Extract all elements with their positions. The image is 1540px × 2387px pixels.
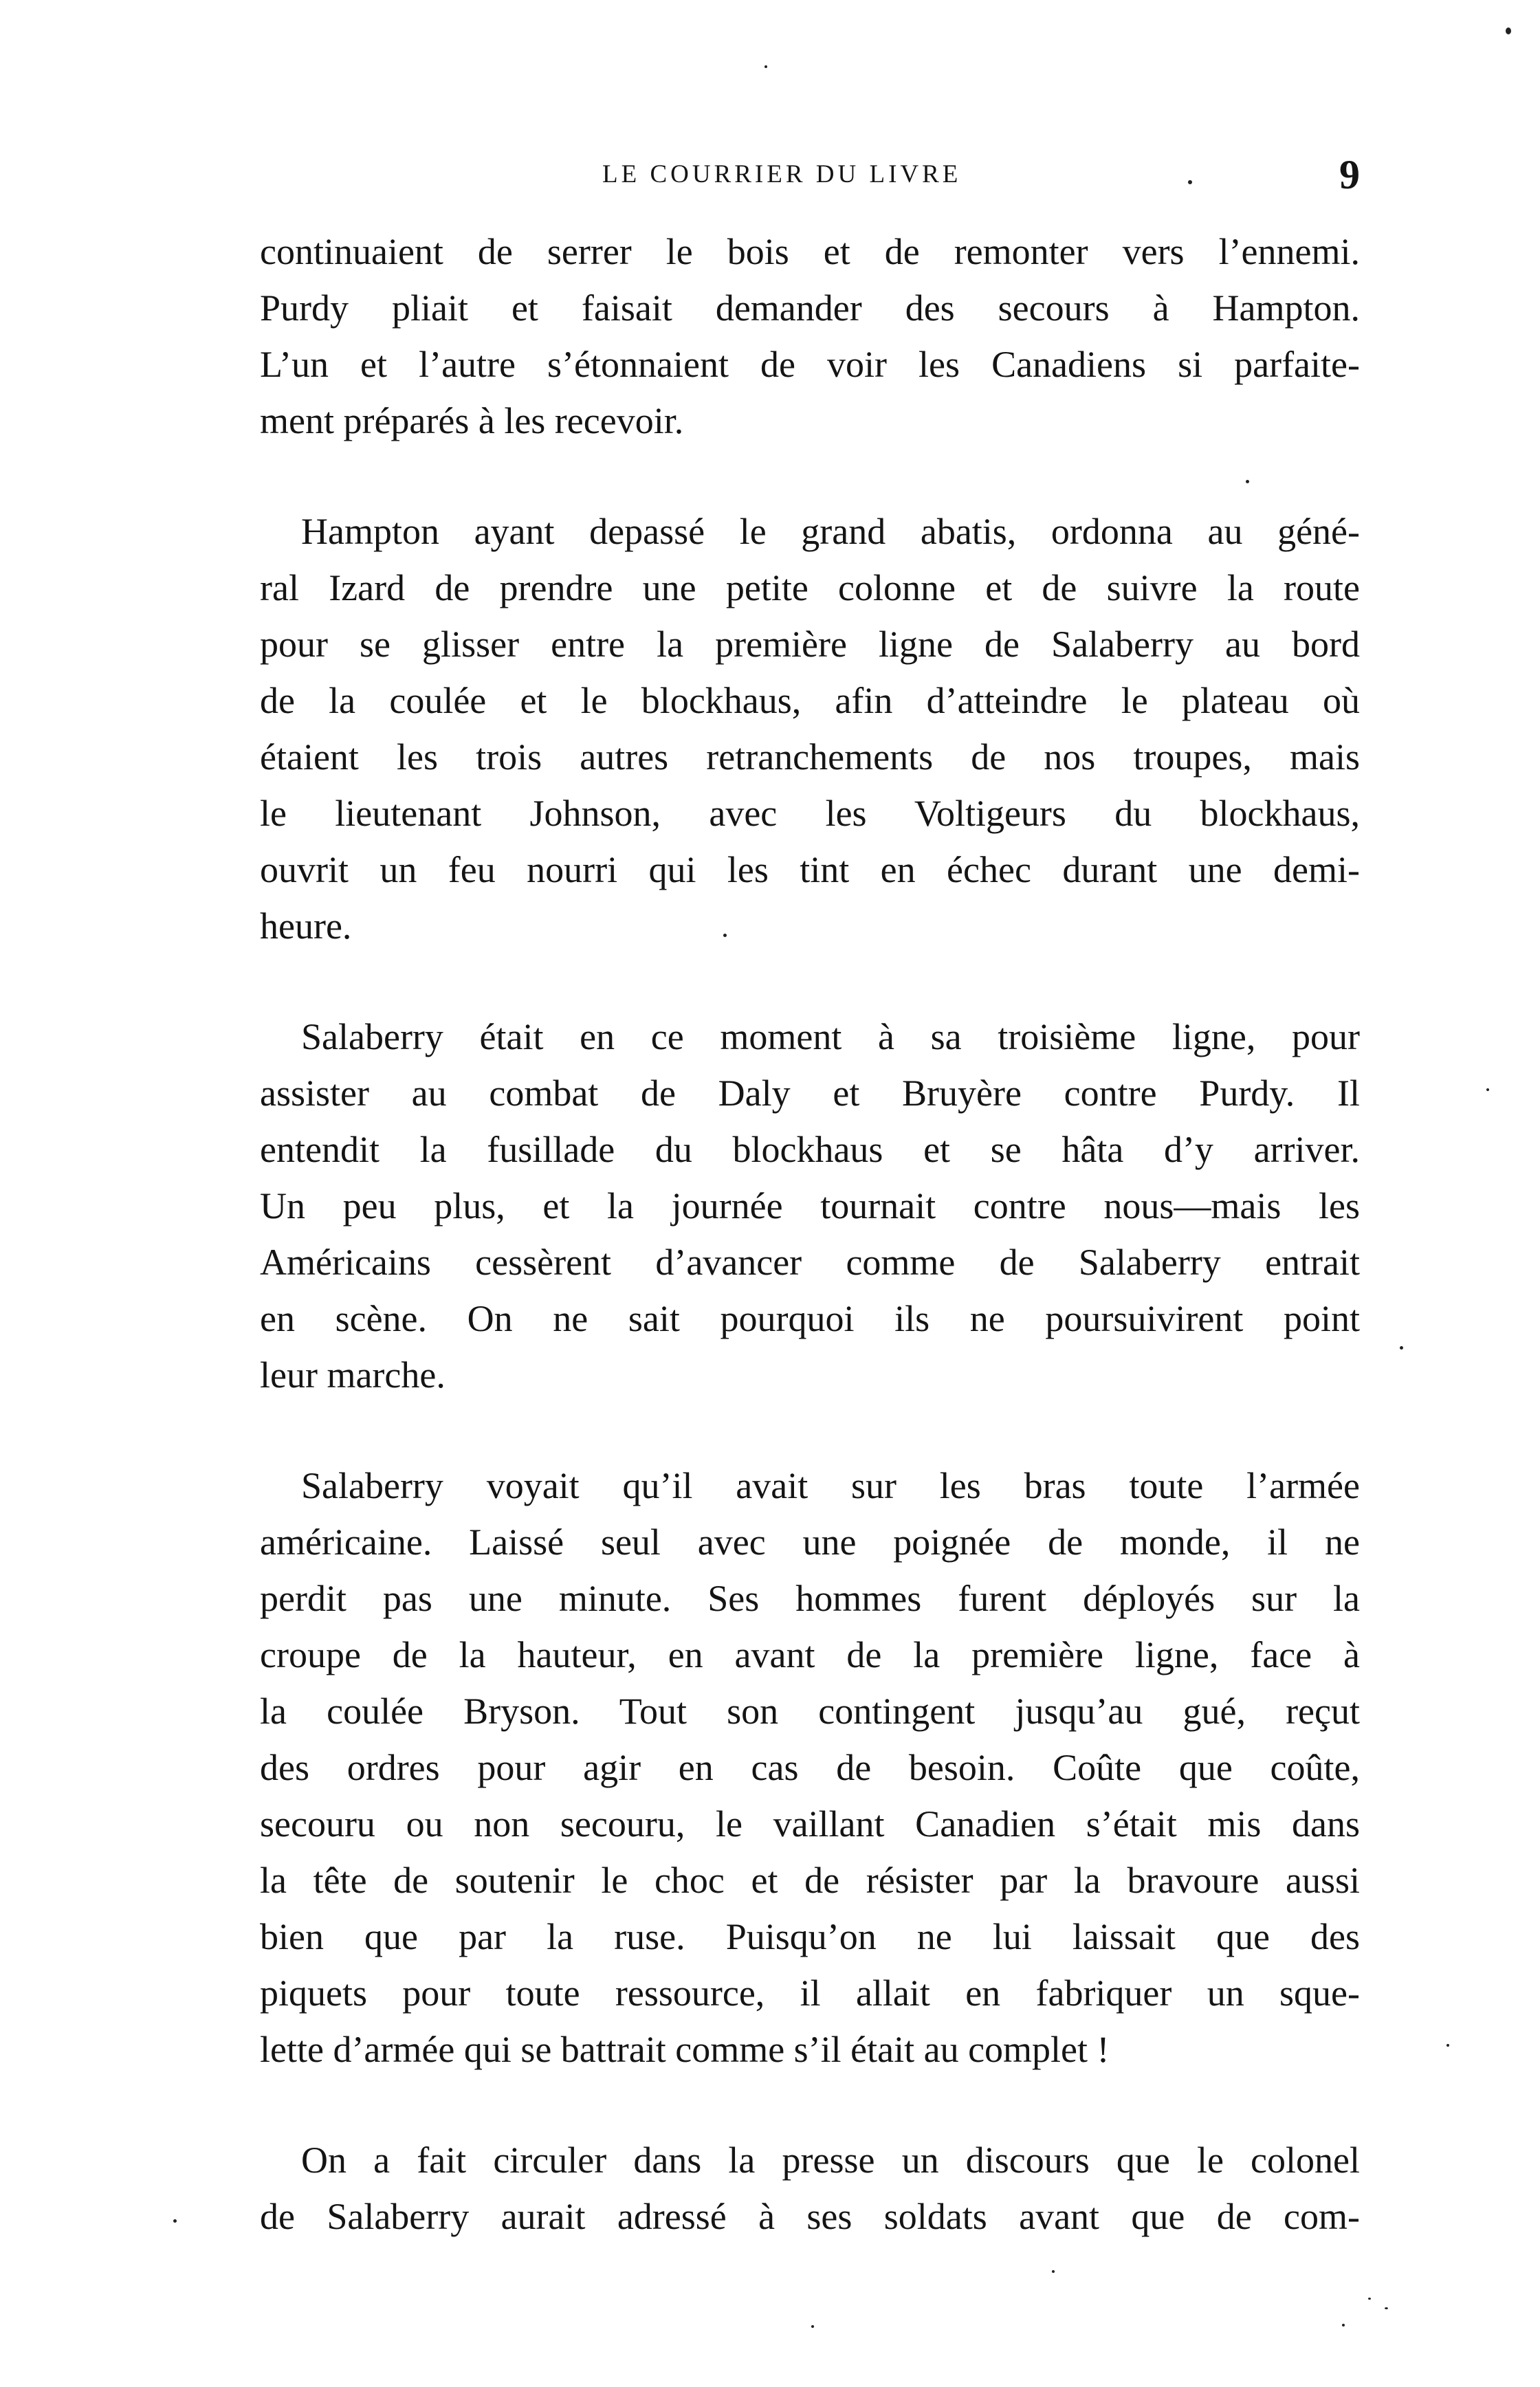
text-line: perdit pas une minute. Ses hommes furent déployés sur la — [260, 1578, 1360, 1619]
scan-speck — [1368, 2298, 1371, 2300]
text-line: le lieutenant Johnson, avec les Voltigeurs du blockhaus, — [260, 793, 1360, 834]
text-line: croupe de la hauteur, en avant de la première ligne, face à — [260, 1634, 1360, 1675]
text-line: la tête de soutenir le choc et de résister par la bravoure aussi — [260, 1860, 1360, 1901]
text-line: L’un et l’autre s’étonnaient de voir les Canadiens si parfaite- — [260, 344, 1360, 385]
scan-speck — [1446, 2044, 1449, 2047]
text-line: bien que par la ruse. Puisqu’on ne lui laissait que des — [260, 1916, 1360, 1957]
text-line: secouru ou non secouru, le vaillant Canadien s’était mis dans — [260, 1803, 1360, 1845]
text-line: étaient les trois autres retranchements de nos troupes, mais — [260, 736, 1360, 778]
paragraph-gap — [260, 1403, 1360, 1458]
text-line: Un peu plus, et la journée tournait contre nous—mais les — [260, 1185, 1360, 1226]
text-line: ment préparés à les recevoir. — [260, 400, 684, 441]
text-line: de Salaberry aurait adressé à ses soldats avant que de com- — [260, 2196, 1360, 2237]
text-line: pour se glisser entre la première ligne de Salaberry au bord — [260, 624, 1360, 665]
scan-speck — [1246, 480, 1249, 483]
text-line: Salaberry était en ce moment à sa troisième ligne, pour — [301, 1016, 1360, 1057]
text-line: Hampton ayant depassé le grand abatis, ordonna au géné- — [301, 511, 1360, 552]
body-text — [260, 223, 1360, 2245]
text-line: entendit la fusillade du blockhaus et se hâta d’y arriver. — [260, 1129, 1360, 1170]
paragraph — [260, 1458, 1360, 2078]
scan-speck — [1188, 180, 1192, 184]
text-line: piquets pour toute ressource, il allait en fabriquer un sque- — [260, 1972, 1360, 2014]
text-line: des ordres pour agir en cas de besoin. Coûte que coûte, — [260, 1747, 1360, 1788]
scan-speck — [1385, 2307, 1388, 2309]
text-line: la coulée Bryson. Tout son contingent jusqu’au gué, reçut — [260, 1691, 1360, 1732]
text-line: ral Izard de prendre une petite colonne et de suivre la route — [260, 567, 1360, 608]
text-line: heure. — [260, 905, 352, 947]
text-line: Salaberry voyait qu’il avait sur les bras toute l’armée — [301, 1465, 1360, 1506]
text-line: On a fait circuler dans la presse un discours que le colonel — [301, 2140, 1360, 2181]
running-head — [260, 152, 1360, 201]
text-line: assister au combat de Daly et Bruyère contre Purdy. Il — [260, 1072, 1360, 1114]
paragraph-gap — [260, 449, 1360, 503]
text-line: ouvrit un feu nourri qui les tint en échec durant une demi- — [260, 849, 1360, 890]
scan-speck — [811, 2325, 814, 2328]
scan-speck — [723, 934, 727, 937]
paragraph-gap — [260, 2078, 1360, 2132]
text-line: Purdy pliait et faisait demander des secours à Hampton. — [260, 287, 1360, 329]
scan-speck — [1400, 1346, 1403, 1350]
text-line: Américains cessèrent d’avancer comme de Salaberry entrait — [260, 1242, 1360, 1283]
scan-speck — [173, 2219, 177, 2223]
text-line: américaine. Laissé seul avec une poignée de monde, il ne — [260, 1521, 1360, 1563]
scan-speck — [1342, 2324, 1345, 2326]
scan-speck — [764, 65, 767, 68]
paragraph — [260, 1009, 1360, 1403]
paragraph — [260, 2132, 1360, 2245]
text-line: de la coulée et le blockhaus, afin d’atteindre le plateau où — [260, 680, 1360, 721]
text-line: continuaient de serrer le bois et de remonter vers l’ennemi. — [260, 231, 1360, 272]
text-line: leur marche. — [260, 1354, 446, 1396]
paragraph — [260, 223, 1360, 449]
scan-speck — [1486, 1088, 1489, 1091]
text-line: en scène. On ne sait pourquoi ils ne poursuivirent point — [260, 1298, 1360, 1339]
scan-speck — [1506, 28, 1511, 34]
paragraph — [260, 503, 1360, 954]
page-number: 9 — [1339, 152, 1360, 197]
paragraph-gap — [260, 954, 1360, 1009]
running-title: LE COURRIER DU LIVRE — [602, 160, 962, 188]
scan-speck — [1052, 2270, 1055, 2273]
text-line: lette d’armée qui se battrait comme s’il était au complet ! — [260, 2029, 1110, 2070]
